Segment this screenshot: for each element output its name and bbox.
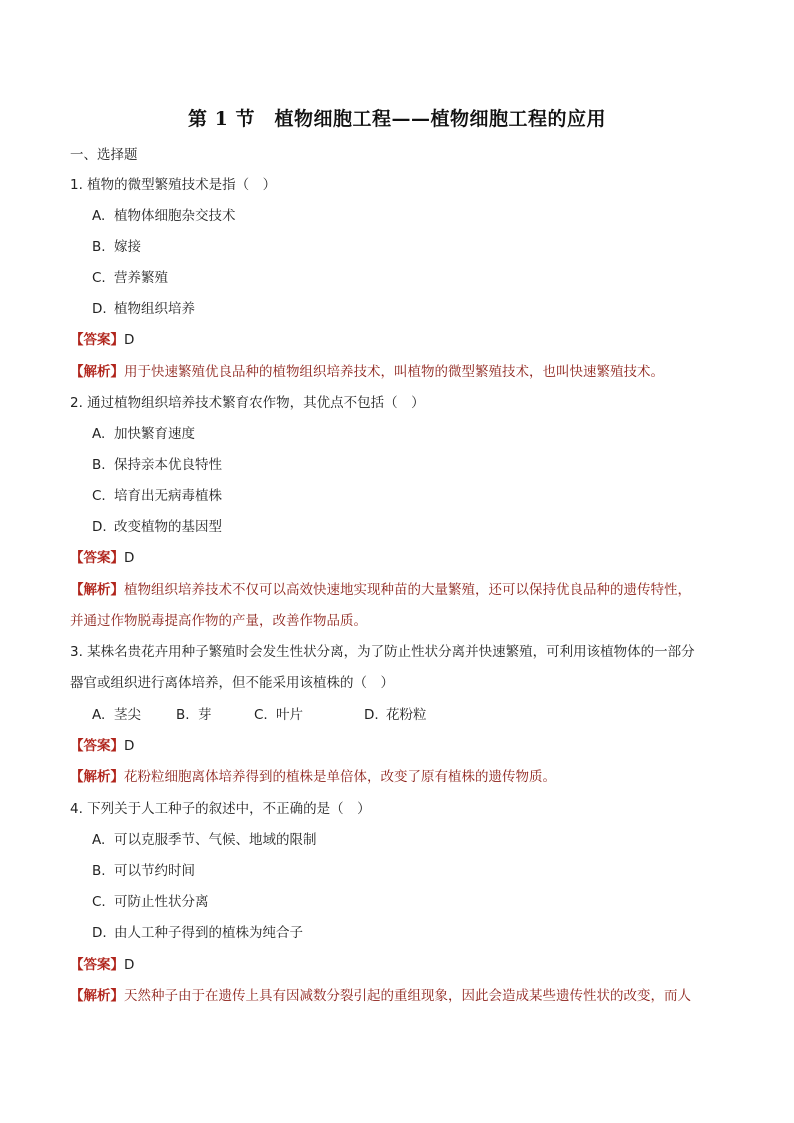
question-1-explanation [70,363,730,381]
question-4-explanation [70,987,730,1005]
question-1-option-b [92,238,752,256]
explanation-text: 植物组织培养技术不仅可以高效快速地实现种苗的大量繁殖，还可以保持优良品种的遗传特性， [124,582,691,598]
option-letter: C. [92,270,106,286]
question-2-option-d [92,518,752,536]
option-letter: B. [92,863,106,879]
option-letter: C. [92,488,106,504]
answer-tag: 【答案】 [70,332,124,348]
question-2-explanation-continued: 并通过作物脱毒提高作物的产量，改善作物品质。 [70,613,367,629]
explanation-text: 花粉粒细胞离体培养得到的植株是单倍体，改变了原有植株的遗传物质。 [124,769,556,785]
question-4-answer [70,956,730,974]
explanation-tag: 【解析】 [70,364,124,380]
question-2-stem: 2. 通过植物组织培养技术繁育农作物，其优点不包括（ ） [70,395,425,411]
section-heading: 一、选择题 [70,147,138,163]
explanation-text: 用于快速繁殖优良品种的植物组织培养技术，叫植物的微型繁殖技术，也叫快速繁殖技术。 [124,364,664,380]
page-title: 第 1 节 植物细胞工程——植物细胞工程的应用 [188,108,606,130]
option-text: 茎尖 [114,707,141,723]
option-text: 可防止性状分离 [114,894,209,910]
question-4-stem: 4. 下列关于人工种子的叙述中，不正确的是（ ） [70,801,371,817]
option-letter: A. [92,426,106,442]
question-3-stem-line-2: 器官或组织进行离体培养，但不能采用该植株的（ ） [70,675,394,691]
question-2-answer [70,549,730,567]
explanation-tag: 【解析】 [70,988,124,1004]
question-2-option-a [92,425,752,443]
option-letter: D. [92,519,107,535]
answer-tag: 【答案】 [70,957,124,973]
option-letter: B. [176,707,190,723]
question-3-option-d [364,706,427,724]
option-text: 改变植物的基因型 [114,519,222,535]
option-text: 由人工种子得到的植株为纯合子 [114,925,303,941]
option-text: 可以节约时间 [114,863,195,879]
option-text: 植物组织培养 [114,301,195,317]
answer-tag: 【答案】 [70,550,124,566]
question-3-option-b [176,706,254,724]
option-letter: A. [92,832,106,848]
option-letter: D. [364,707,379,723]
question-4-option-b [92,862,752,880]
option-text: 嫁接 [114,239,141,255]
option-letter: B. [92,457,106,473]
option-letter: D. [92,925,107,941]
option-letter: D. [92,301,107,317]
option-letter: A. [92,707,106,723]
option-letter: C. [254,707,268,723]
question-3-stem-line-1: 3. 某株名贵花卉用种子繁殖时会发生性状分离，为了防止性状分离并快速繁殖，可利用该植物体的一部分 [70,644,695,660]
question-3-option-a [92,706,176,724]
question-4-option-d [92,924,752,942]
option-text: 培育出无病毒植株 [114,488,222,504]
option-letter: B. [92,239,106,255]
option-text: 保持亲本优良特性 [114,457,222,473]
option-text: 花粉粒 [386,707,427,723]
question-2-option-b [92,456,752,474]
question-1-option-c [92,269,752,287]
question-4-option-a [92,831,752,849]
explanation-text: 天然种子由于在遗传上具有因减数分裂引起的重组现象，因此会造成某些遗传性状的改变，而人 [124,988,691,1004]
option-text: 芽 [198,707,212,723]
question-1-option-a [92,207,752,225]
explanation-tag: 【解析】 [70,582,124,598]
option-text: 植物体细胞杂交技术 [114,208,236,224]
option-text: 可以克服季节、气候、地域的限制 [114,832,317,848]
option-text: 叶片 [276,707,303,723]
explanation-tag: 【解析】 [70,769,124,785]
question-1-answer [70,331,730,349]
answer-tag: 【答案】 [70,738,124,754]
option-letter: C. [92,894,106,910]
question-3-answer [70,737,730,755]
answer-value: D [124,332,135,348]
question-3-options [92,706,752,724]
answer-value: D [124,957,135,973]
answer-value: D [124,738,135,754]
option-text: 加快繁育速度 [114,426,195,442]
question-3-option-c [254,706,364,724]
question-4-option-c [92,893,752,911]
question-2-explanation [70,581,730,599]
question-3-explanation [70,768,730,786]
option-text: 营养繁殖 [114,270,168,286]
answer-value: D [124,550,135,566]
option-letter: A. [92,208,106,224]
question-2-option-c [92,487,752,505]
question-1-stem: 1. 植物的微型繁殖技术是指（ ） [70,177,277,193]
question-1-option-d [92,300,752,318]
